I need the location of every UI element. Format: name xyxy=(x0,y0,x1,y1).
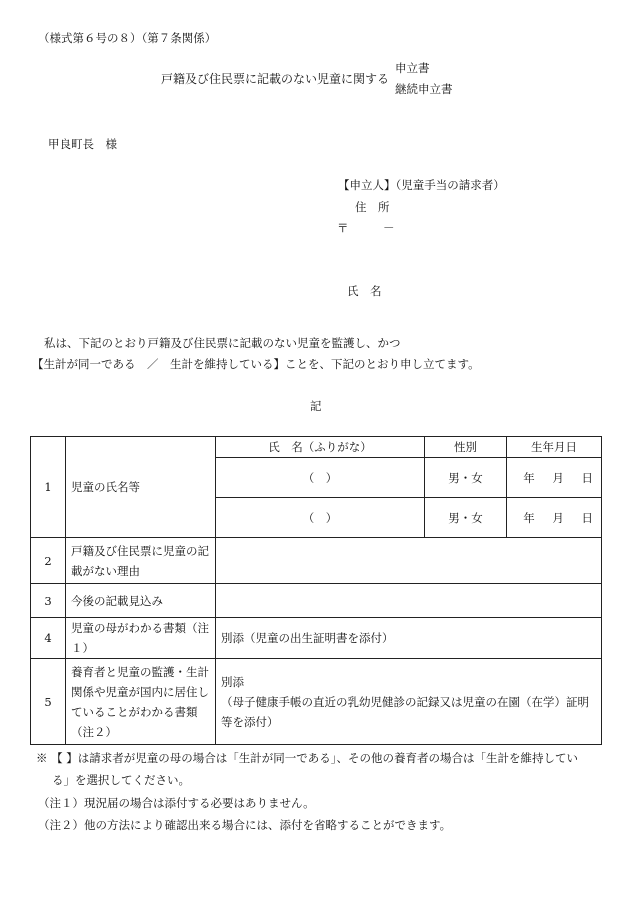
intro-line-2: 【生計が同一である ／ 生計を維持している】ことを、下記のとおり申し立てます。 xyxy=(32,357,480,371)
row-number: 5 xyxy=(31,659,66,745)
child-info-table xyxy=(30,436,602,745)
child-name-field[interactable]: （ ） xyxy=(216,458,425,498)
row-number: 1 xyxy=(31,437,66,538)
note-2: （注２）他の方法により確認出来る場合には、添付を省略することができます。 xyxy=(38,818,452,832)
future-outlook-field[interactable] xyxy=(216,584,602,618)
attachment-label: 別添 xyxy=(221,674,244,689)
intro-line-1: 私は、下記のとおり戸籍及び住民票に記載のない児童を監護し、かつ xyxy=(44,336,401,350)
table-row xyxy=(31,538,602,584)
address-label: 住 所 xyxy=(355,200,390,214)
postal-mark: 〒 xyxy=(337,221,349,235)
addressee: 甲良町長 様 xyxy=(48,137,117,151)
row-label: 児童の母がわかる書類（注１） xyxy=(66,618,216,659)
child-birthdate-field[interactable]: 年 月 日 xyxy=(507,498,602,538)
attachment-detail: （母子健康手帳の直近の乳幼児健診の記録又は児童の在園（在学）証明等を添付） xyxy=(221,694,589,729)
note-selection: ※ 【 】は請求者が児童の母の場合は「生計が同一である」、その他の養育者の場合は「生計を維持してい xyxy=(36,751,579,765)
reason-field[interactable] xyxy=(216,538,602,584)
row-label: 戸籍及び住民票に児童の記載がない理由 xyxy=(66,538,216,584)
child-birthdate-field[interactable]: 年 月 日 xyxy=(507,458,602,498)
note-selection-continued: る」を選択してください。 xyxy=(52,773,190,787)
child-gender-field[interactable]: 男・女 xyxy=(425,498,507,538)
table-row xyxy=(31,618,602,659)
postal-dash: － xyxy=(383,221,395,235)
column-header-name: 氏 名（ふりがな） xyxy=(216,437,425,458)
table-header-row xyxy=(31,437,602,458)
title-option-application: 申立書 xyxy=(395,61,430,75)
child-gender-field[interactable]: 男・女 xyxy=(425,458,507,498)
column-header-birthdate: 生年月日 xyxy=(507,437,602,458)
column-header-gender: 性別 xyxy=(425,437,507,458)
ki-heading: 記 xyxy=(310,399,322,413)
name-label: 氏 名 xyxy=(347,284,382,298)
row-label: 児童の氏名等 xyxy=(66,437,216,538)
note-1: （注１）現況届の場合は添付する必要はありません。 xyxy=(38,796,315,810)
table-row xyxy=(31,584,602,618)
row-number: 4 xyxy=(31,618,66,659)
table-row xyxy=(31,659,602,745)
custody-document-field xyxy=(216,659,602,745)
document-title: 戸籍及び住民票に記載のない児童に関する xyxy=(161,72,390,86)
applicant-label: 【申立人】（児童手当の請求者） xyxy=(338,178,505,192)
row-number: 3 xyxy=(31,584,66,618)
row-number: 2 xyxy=(31,538,66,584)
form-reference: （様式第６号の８）（第７条関係） xyxy=(38,31,217,45)
title-option-continued-application: 継続申立書 xyxy=(395,82,453,96)
child-name-field[interactable]: （ ） xyxy=(216,498,425,538)
row-label: 養育者と児童の監護・生計関係や児童が国内に居住していることがわかる書類（注２） xyxy=(66,659,216,745)
mother-document-field: 別添（児童の出生証明書を添付） xyxy=(216,618,602,659)
row-label: 今後の記載見込み xyxy=(66,584,216,618)
